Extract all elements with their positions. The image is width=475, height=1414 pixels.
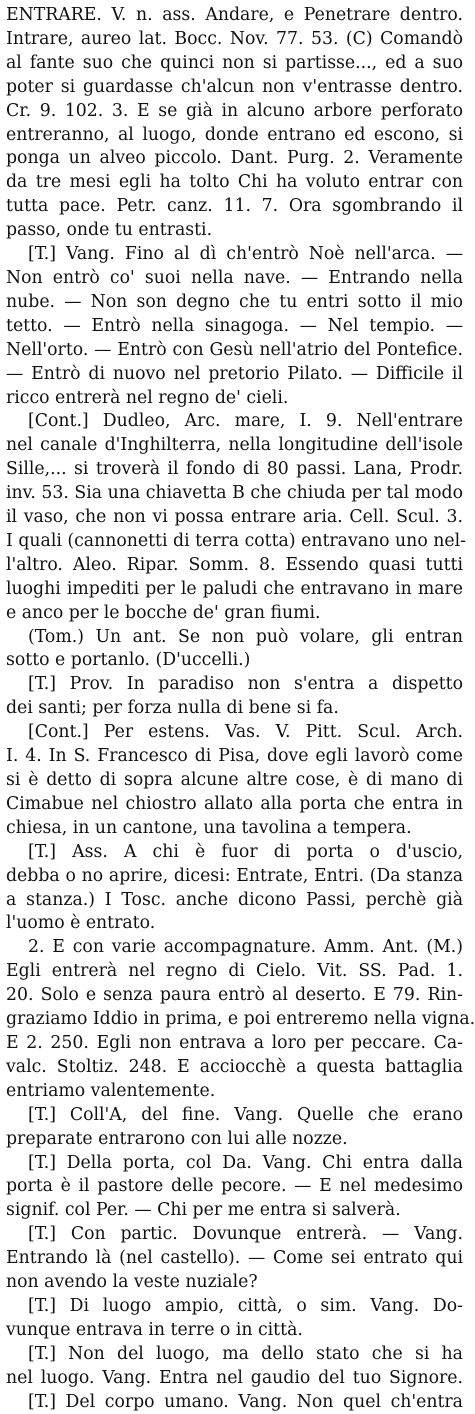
text-line: ricco entrerà nel regno de' cieli. (6, 387, 289, 408)
text-line: tetto. — Entrò nella sinagoga. — Nel tempio. — (6, 315, 463, 336)
text-line: nube. — Non son degno che tu entri sotto il mio (6, 291, 463, 312)
text-line: [T.] Vang. Fino al dì ch'entrò Noè nell'arca. — (28, 244, 463, 265)
text-line: — Entrò di nuovo nel pretorio Pilato. — Difficile il (6, 363, 463, 384)
text-line: [T.] Della porta, col Da. Vang. Chi entra dalla (28, 1152, 463, 1173)
text-line: [T.] Coll'A, del fine. Vang. Quelle che erano (28, 1104, 463, 1125)
text-line: debba o no aprire, dicesi: Entrate, Entri. (Da stanza (6, 865, 463, 886)
text-line: entriamo valentemente. (6, 1080, 216, 1101)
text-line: e anco per le bocche de' gran fiumi. (6, 602, 321, 623)
text-line: [T.] Con partic. Dovunque entrerà. — Vang. (28, 1224, 463, 1245)
text-line: ENTRARE. V. n. ass. Andare, e Penetrare dentro. (6, 5, 463, 25)
text-line: [T.] Non del luogo, ma dello stato che si ha (28, 1343, 463, 1364)
text-line: sotto e portanlo. (D'uccelli.) (6, 650, 251, 671)
text-line: preparate entrarono con lui alle nozze. (6, 1128, 348, 1149)
text-line: valc. Stoltiz. 248. E acciocchè a questa battaglia (6, 1056, 463, 1077)
text-line: nel canale d'Inghilterra, nella longitudine dell'isole (6, 435, 463, 456)
text-line: [Cont.] Dudleo, Arc. mare, I. 9. Nell'entrare (28, 411, 463, 432)
text-line: E 2. 250. Egli non entrava a loro per peccare. Ca- (6, 1032, 463, 1053)
text-line: vunque entrava in terre o in città. (6, 1319, 303, 1340)
text-line: l'altro. Aleo. Ripar. Somm. 8. Essendo quasi tutti (6, 554, 463, 575)
text-line: dei santi; per forza nulla di bene si fa. (6, 698, 339, 719)
text-line: poter si guardasse ch'alcun non v'entrasse dentro. (6, 76, 463, 97)
text-line: Cimabue nel chiostro allato alla porta che entra in (6, 793, 463, 814)
text-line: porta è il pastore delle pecore. — E nel medesimo (6, 1176, 463, 1197)
text-line: non avendo la veste nuziale? (6, 1272, 258, 1293)
text-line: a stanza.) I Tosc. anche dicono Passi, perchè già (6, 889, 463, 910)
text-line: luoghi impediti per le paludi che entravano in mare (6, 578, 463, 599)
text-line: signif. col Per. — Chi per me entra si salverà. (6, 1200, 401, 1221)
text-line: I quali (cannonetti di terra cotta) entravano uno nel- (6, 530, 466, 551)
text-line: (Tom.) Un ant. Se non può volare, gli entran (28, 626, 463, 647)
text-line: l'uomo è entrato. (6, 913, 156, 934)
text-line: [Cont.] Per estens. Vas. V. Pitt. Scul. Arch. (28, 722, 463, 743)
text-line: I. 4. In S. Francesco di Pisa, dove egli lavorò come (6, 746, 463, 767)
text-line: [T.] Del corpo umano. Vang. Non quel ch'entra (28, 1391, 463, 1412)
text-line: [T.] Prov. In paradiso non s'entra a dispetto (28, 674, 463, 695)
text-line: Egli entrerà nel regno di Cielo. Vit. SS. Pad. 1. (6, 961, 463, 982)
text-line: Intrare, aureo lat. Bocc. Nov. 77. 53. (C) Comandò (6, 28, 463, 49)
text-line: inv. 53. Sia una chiavetta B che chiuda per tal modo (6, 483, 463, 504)
text-line: [T.] Ass. A chi è fuor di porta o d'uscio, (28, 841, 463, 862)
text-line: tutta pace. Petr. canz. 11. 7. Ora sgombrando il (6, 196, 463, 217)
text-line: Cr. 9. 102. 3. E se già in alcuno arbore perforato (6, 100, 463, 121)
text-line: al fante suo che quinci non si partisse..., ed a suo (6, 52, 463, 73)
text-line: Sille,... si troverà il fondo di 80 passi. Lana, Prodr. (6, 459, 463, 480)
text-line: nel luogo. Vang. Entra nel gaudio del tuo Signore. (6, 1367, 463, 1388)
text-line: Nell'orto. — Entrò con Gesù nell'atrio del Pontefice. (6, 339, 463, 360)
text-line: il vaso, che non vi possa entrare aria. Cell. Scul. 3. (6, 507, 463, 528)
text-line: entreranno, al luogo, donde entrano ed escono, si (6, 124, 463, 145)
text-line: 2. E con varie accompagnature. Amm. Ant. (M.) (28, 937, 463, 958)
text-line: si è detto di sopra alcune altre cose, è di mano di (6, 770, 463, 790)
text-line: da tre mesi egli ha tolto Chi ha voluto entrar con (6, 172, 463, 193)
text-line: passo, onde tu entrasti. (6, 220, 213, 241)
text-line: Non entrò co' suoi nella nave. — Entrando nella (6, 267, 463, 288)
text-line: chiesa, in un cantone, una tavolina a tempera. (6, 817, 412, 838)
text-line: ponga un alveo piccolo. Dant. Purg. 2. Veramente (6, 148, 463, 169)
text-line: graziamo Iddio in prima, e poi entreremo nella vigna. (6, 1009, 475, 1030)
text-line: [T.] Di luogo ampio, città, o sim. Vang. Do- (28, 1295, 463, 1316)
text-line: Entrando là (nel castello). — Come sei entrato qui (6, 1248, 463, 1269)
text-line: 20. Solo e senza paura entrò al deserto. E 79. Rin- (6, 985, 463, 1006)
